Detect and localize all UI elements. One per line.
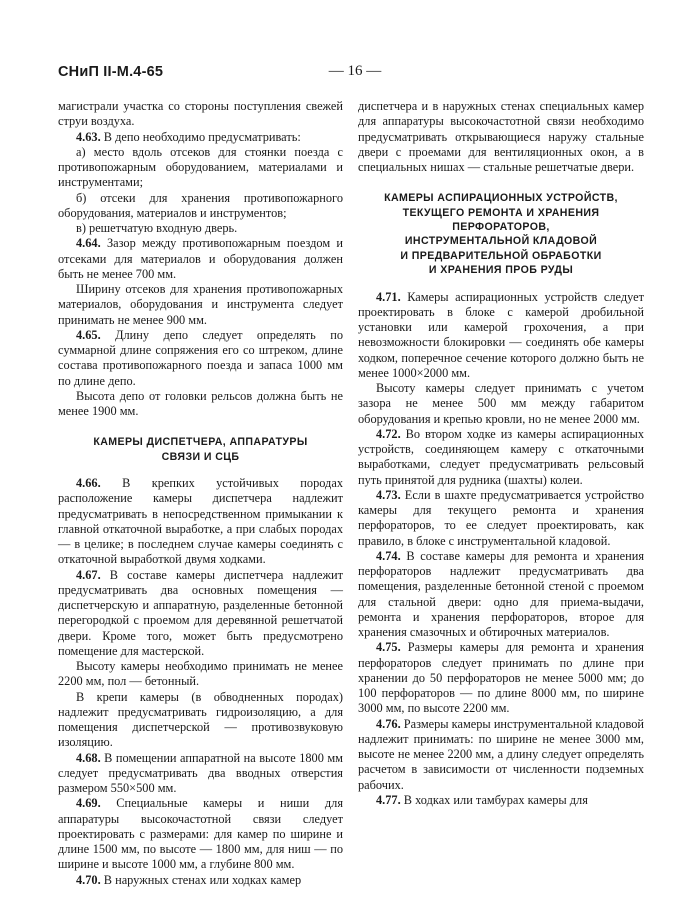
clause-number: 4.74. (376, 548, 401, 563)
clause-4-74 (358, 549, 644, 641)
paragraph: Высоту камеры следует принимать с учетом зазора не менее 500 мм между габаритом оборудования и крепью кровли, но не менее 2000 мм. (358, 381, 644, 426)
clause-text: Во втором ходке из камеры аспирационных устройств, соединяющем камеру с откаточными выработками, следует предусматривать рельсовый путь принятой для рудника (шахты) колеи. (358, 426, 644, 487)
page-number: — 16 — (328, 63, 382, 79)
clause-number: 4.72. (376, 426, 401, 441)
clause-number: 4.66. (76, 476, 101, 491)
list-item-c: в) решетчатую входную дверь. (76, 221, 238, 235)
clause-number: 4.76. (376, 716, 401, 731)
clause-text: В составе камеры для ремонта и хранения перфораторов надлежит предусматривать два помещения, разделенные бетонной стеной с проемом для стальной двери: одно для приема-выдачи, ремонта и хранения перфораторов, второе для хранения смазочных и обтирочных материалов. (358, 548, 644, 640)
clause-4-71 (358, 290, 644, 382)
paragraph: Высота депо от головки рельсов должна быть не менее 1900 мм. (58, 388, 343, 418)
clause-4-77 (358, 793, 644, 808)
section-heading-line: И ХРАНЕНИЯ ПРОБ РУДЫ (428, 264, 574, 277)
clause-4-75 (358, 640, 644, 716)
clause-number: 4.65. (76, 327, 101, 342)
clause-text: В наружных стенах или ходках камер (100, 872, 302, 887)
left-column (58, 99, 343, 888)
clause-4-63 (58, 130, 343, 145)
clause-4-69 (58, 796, 343, 872)
paragraph: диспетчера и в наружных стенах специальных камер для аппаратуры высокочастотной связи необходимо предусматривать открывающиеся наружу стальные двери с проемами для вентиляционных окон, а в специальных нишах — стальные решетчатые двери. (358, 99, 644, 174)
paragraph: магистрали участка со стороны поступления свежей струи воздуха. (58, 99, 343, 129)
section-heading-line: И ПРЕДВАРИТЕЛЬНОЙ ОБРАБОТКИ (400, 249, 602, 262)
clause-number: 4.63. (76, 129, 101, 144)
clause-number: 4.67. (76, 567, 101, 582)
clause-text: В помещении аппаратной на высоте 1800 мм следует предусматривать два вводных отверстия размером 550×500 мм. (58, 750, 343, 796)
document-code: СНиП II-М.4-65 (58, 64, 164, 80)
right-column (358, 99, 644, 808)
clause-4-67 (58, 568, 343, 660)
section-heading-line: ПЕРФОРАТОРОВ, (452, 221, 550, 234)
clause-number: 4.73. (376, 487, 401, 502)
clause-4-73 (358, 488, 644, 549)
clause-text: Длину депо следует определять по суммарной длине сопряжения его со штреком, длине состава противопожарного поезда и запаса 1000 мм по длине депо. (58, 327, 343, 388)
paragraph: Высоту камеры необходимо принимать не менее 2200 мм, пол — бетонный. (58, 659, 343, 689)
clause-number: 4.70. (76, 872, 101, 887)
clause-number: 4.77. (376, 792, 401, 807)
paragraph: Ширину отсеков для хранения противопожарных материалов, оборудования и инструмента следует принимать не менее 900 мм. (58, 282, 343, 327)
clause-text: Если в шахте предусматривается устройство камеры для текущего ремонта и хранения перфораторов, то ее следует проектировать, как правило, в блоке с инструментальной кладовой. (358, 487, 644, 548)
clause-number: 4.64. (76, 236, 101, 251)
clause-text: В ходках или тамбурах камеры для (400, 792, 588, 807)
clause-4-66 (58, 476, 343, 568)
clause-text: Камеры аспирационных устройств следует проектировать в блоке с камерой дробильной установки или камерой грохочения, а при невозможности блокировки — соединять обе камеры ходком, поперечное сечение которого должно быть не менее 1000×2000 мм. (358, 289, 644, 380)
clause-4-64 (58, 236, 343, 282)
paragraph: В крепи камеры (в обводненных породах) надлежит предусматривать гидроизоляцию, а для помещения диспетчерской — противозвуковую изоляцию. (58, 689, 343, 750)
section-heading-line: ИНСТРУМЕНТАЛЬНОЙ КЛАДОВОЙ (404, 235, 598, 248)
clause-4-68 (58, 751, 343, 797)
clause-text: Специальные камеры и ниши для аппаратуры высокочастотной связи следует проектировать с размерами: для камер по ширине и длине 1500 мм, по высоте — 1800 мм, для ниш — по ширине и высоте 1000 мм, а глубине 800 мм. (58, 796, 343, 872)
clause-text: В депо необходимо предусматривать: (100, 129, 301, 144)
clause-text: Размеры камеры для ремонта и хранения перфораторов следует принимать по длине при хранении до 50 перфораторов не менее 5000 мм; до 100 перфораторов — по длине 8000 мм, по ширине 3000 мм, по высоте 2200 мм. (358, 640, 644, 716)
section-heading-line: СВЯЗИ И СЦБ (161, 450, 240, 463)
section-heading-line: КАМЕРЫ ДИСПЕТЧЕРА, АППАРАТУРЫ (93, 436, 308, 449)
clause-4-76 (358, 717, 644, 793)
section-heading-line: КАМЕРЫ АСПИРАЦИОННЫХ УСТРОЙСТВ, (384, 192, 618, 205)
clause-4-70 (58, 873, 343, 888)
clause-text: Размеры камеры инструментальной кладовой надлежит принимать: по ширине не менее 3000 мм, высоте не менее 2200 мм, а длину следует определять расчетом в зависимости от численности подземных рабочих. (358, 716, 644, 792)
list-item-a: а) место вдоль отсеков для стоянки поезда с противопожарным оборудованием, материалами и инструментами; (58, 144, 343, 190)
clause-text: В составе камеры диспетчера надлежит предусматривать два основных помещения — диспетчерскую и аппаратную, разделенные бетонной перегородкой с проемом для деревянной решетчатой двери. Кроме того, может быть предусмотрено помещение для мастерской. (58, 567, 343, 658)
clause-text: Зазор между противопожарным поездом и отсеками для материалов и оборудования должен быть не менее 700 мм. (58, 236, 343, 281)
clause-4-65 (58, 328, 343, 389)
clause-4-72 (358, 427, 644, 488)
clause-text: В крепких устойчивых породах расположение камеры диспетчера надлежит предусматривать в непосредственном примыкании к главной откаточной выработке, а при слабых породах — в целике; в последнем случае камеры соединять с откаточной выработкой двумя ходками. (58, 476, 343, 567)
clause-number: 4.68. (76, 750, 101, 765)
clause-number: 4.75. (376, 640, 401, 655)
list-item-b: б) отсеки для хранения противопожарного оборудования, материалов и инструментов; (58, 190, 343, 220)
section-heading-line: ТЕКУЩЕГО РЕМОНТА И ХРАНЕНИЯ (402, 206, 600, 219)
clause-number: 4.69. (76, 796, 101, 811)
clause-number: 4.71. (376, 289, 401, 304)
